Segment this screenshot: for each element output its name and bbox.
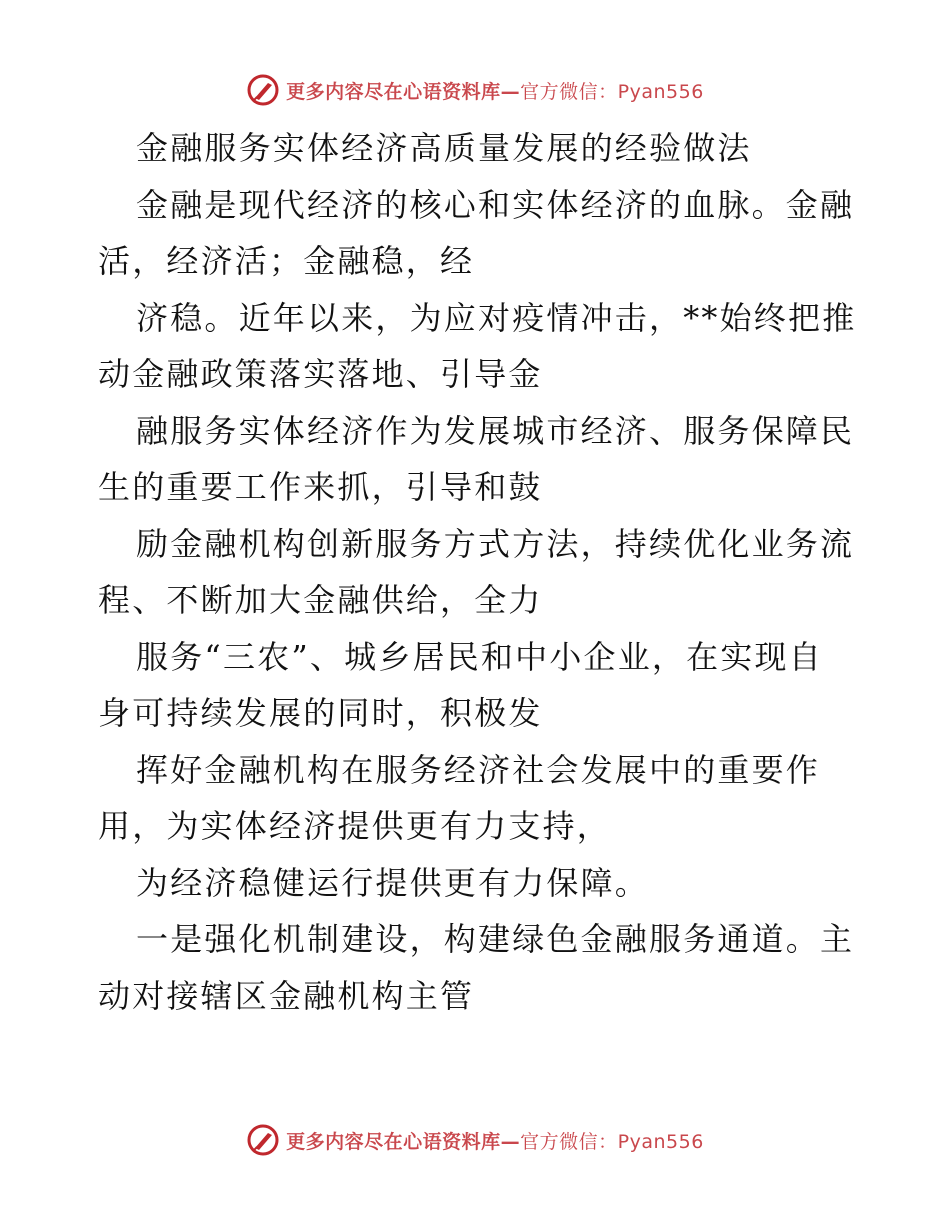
text-line: 励金融机构创新服务方式方法，持续优化业务流 — [136, 524, 855, 563]
watermark-text: 更多内容尽在心语资料库—官方微信：Pyan556 — [286, 80, 704, 103]
document-body — [98, 120, 858, 1024]
header-watermark — [0, 70, 950, 110]
quill-pen-logo-icon — [246, 1123, 280, 1157]
text-line: 身可持续发展的同时，积极发 — [98, 694, 543, 732]
text-line: 金融是现代经济的核心和实体经济的血脉。金融 — [136, 185, 855, 224]
watermark-text: 更多内容尽在心语资料库—官方微信：Pyan556 — [286, 1130, 704, 1153]
text-line: 动金融政策落实落地、引导金 — [98, 355, 543, 393]
document-title: 金融服务实体经济高质量发展的经验做法 — [136, 129, 752, 167]
footer-watermark — [0, 1120, 950, 1160]
text-line: 活，经济活；金融稳，经 — [98, 242, 475, 280]
text-line: 融服务实体经济作为发展城市经济、服务保障民 — [136, 411, 855, 450]
text-line: 服务“三农”、城乡居民和中小企业，在实现自 — [136, 637, 823, 676]
text-line: 一是强化机制建设，构建绿色金融服务通道。主 — [136, 920, 855, 958]
text-line: 为经济稳健运行提供更有力保障。 — [136, 863, 650, 902]
watermark-contact: 官方微信：Pyan556 — [520, 80, 704, 103]
quill-pen-logo-icon — [246, 73, 280, 107]
text-line: 挥好金融机构在服务经济社会发展中的重要作 — [136, 750, 821, 789]
watermark-contact: 官方微信：Pyan556 — [520, 1130, 704, 1153]
text-line: 程、不断加大金融供给，全力 — [98, 581, 543, 619]
text-line: 动对接辖区金融机构主管 — [98, 976, 475, 1015]
text-line: 济稳。近年以来，为应对疫情冲击，**始终把推 — [136, 298, 857, 337]
text-line: 用，为实体经济提供更有力支持， — [98, 807, 612, 845]
paragraph-lines — [98, 177, 858, 1025]
text-line: 生的重要工作来抓，引导和鼓 — [98, 468, 543, 506]
